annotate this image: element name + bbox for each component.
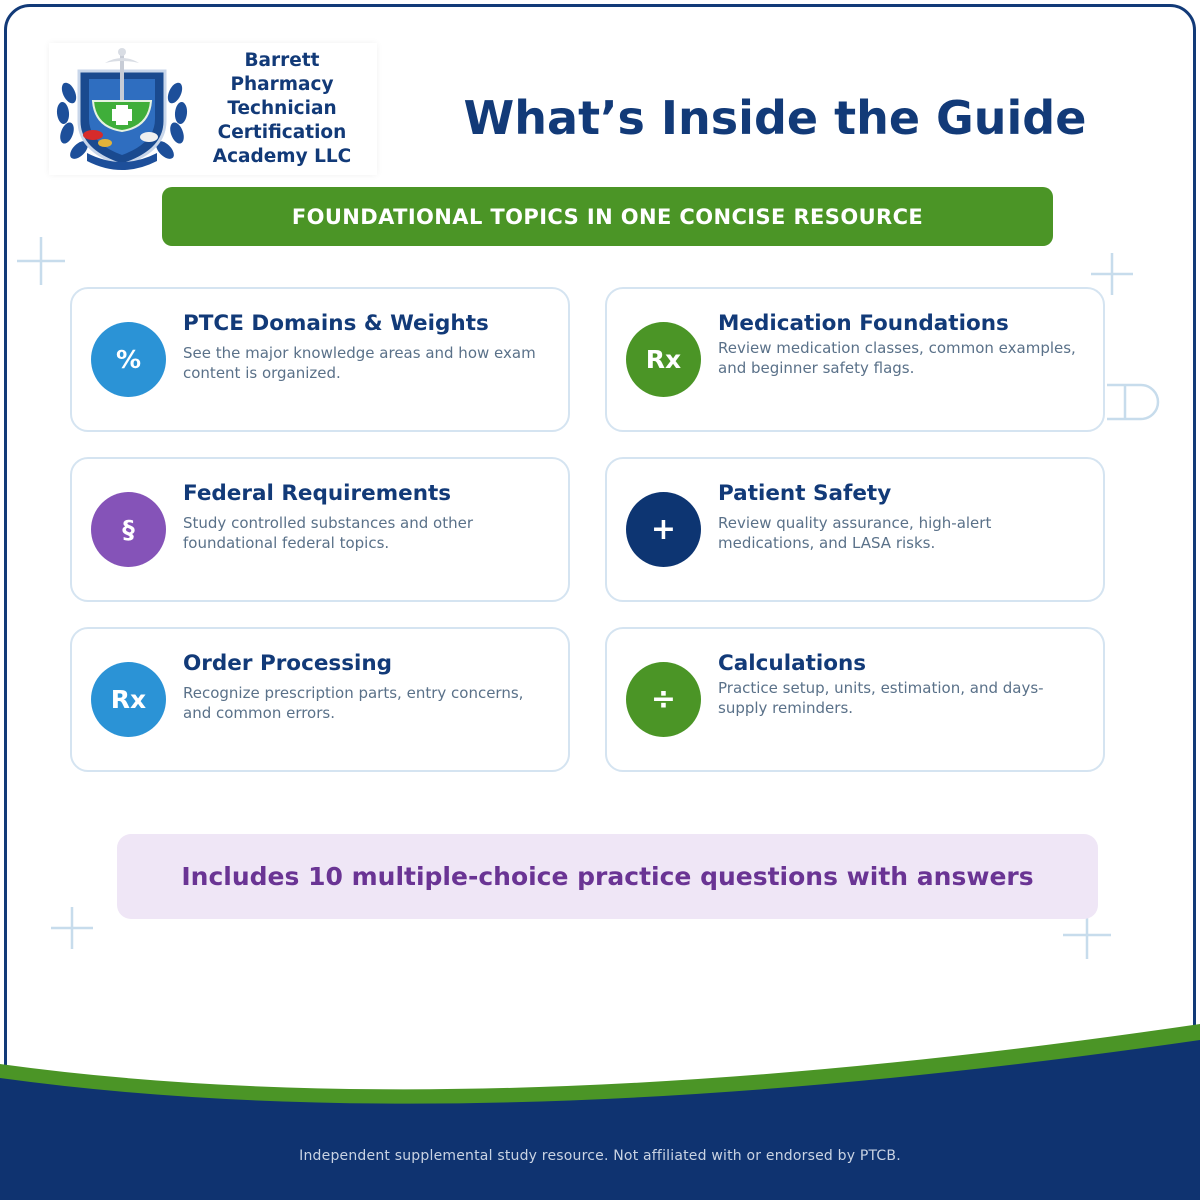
topic-card-ptce-domains [70, 287, 570, 432]
topic-card-calculations [605, 627, 1105, 772]
page-frame [4, 4, 1196, 1196]
percent-icon: % [91, 322, 166, 397]
topic-card-federal-requirements [70, 457, 570, 602]
card-description: Review quality assurance, high-alert medications, and LASA risks. [718, 514, 992, 552]
divide-icon: ÷ [626, 662, 701, 737]
academy-name [195, 49, 377, 169]
card-description: Study controlled substances and other foundational federal topics. [183, 514, 474, 552]
card-title: Calculations [718, 651, 867, 676]
topic-card-medication-foundations [605, 287, 1105, 432]
rx-icon: Rx [91, 662, 166, 737]
topic-card-patient-safety [605, 457, 1105, 602]
page-title: What’s Inside the Guide [463, 91, 1087, 145]
card-description: Recognize prescription parts, entry concerns, and common errors. [183, 684, 524, 722]
plus-icon: + [626, 492, 701, 567]
topic-card-order-processing [70, 627, 570, 772]
plus-decoration-icon [15, 235, 67, 287]
rx-icon: Rx [626, 322, 701, 397]
academy-name-line: Technician [227, 98, 337, 119]
card-title: Medication Foundations [718, 311, 1009, 336]
card-title: Patient Safety [718, 481, 892, 506]
academy-name-line: Barrett [244, 50, 320, 71]
card-title: Order Processing [183, 651, 393, 676]
footer-wave [0, 1020, 1200, 1200]
academy-name-line: Pharmacy [230, 74, 334, 95]
practice-questions-note: Includes 10 multiple-choice practice questions with answers [117, 834, 1098, 919]
disclaimer-text: Independent supplemental study resource. Not affiliated with or endorsed by PTCB. [299, 1148, 901, 1164]
card-description: See the major knowledge areas and how exam content is organized. [183, 344, 536, 382]
section-icon: § [91, 492, 166, 567]
plus-decoration-icon [49, 905, 95, 951]
academy-name-line: Certification [217, 122, 347, 143]
topics-banner: FOUNDATIONAL TOPICS IN ONE CONCISE RESOURCE [162, 187, 1053, 246]
pharmacy-crest-icon [49, 43, 195, 175]
card-title: PTCE Domains & Weights [183, 311, 489, 336]
card-description: Review medication classes, common examples, and beginner safety flags. [718, 339, 1076, 377]
capsule-decoration-icon [1105, 383, 1161, 421]
academy-name-line: Academy LLC [212, 146, 352, 167]
card-title: Federal Requirements [183, 481, 452, 506]
card-description: Practice setup, units, estimation, and days-supply reminders. [718, 679, 1044, 717]
academy-logo [49, 43, 377, 175]
